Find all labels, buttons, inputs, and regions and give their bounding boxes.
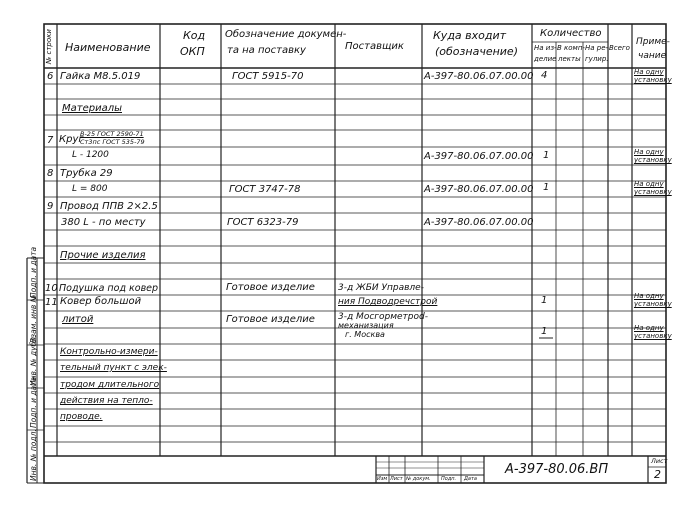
row-11-qty-a: 1 — [541, 295, 548, 306]
row-7-note-2: установку — [634, 156, 672, 164]
header-quantity: Количество — [540, 28, 602, 39]
margin-sign-date-2: Подп. и дата — [29, 376, 38, 428]
row-6-qty: 4 — [541, 70, 548, 81]
row-6-where: А-397-80.06.07.00.00 — [424, 71, 534, 82]
row-10-doc: Готовое изделие — [226, 282, 315, 293]
margin-sign-date-1: Подп. и дата — [29, 246, 38, 298]
row-7-where: А-397-80.06.07.00.00 — [424, 151, 534, 162]
header-note-1: Приме- — [636, 37, 670, 47]
row-10-supplier-1: 3-д ЖБИ Управле- — [338, 283, 424, 293]
row-11-note-a2: установку — [634, 300, 672, 308]
stamp-col-change: Изм — [377, 476, 388, 482]
row-11-supplier-2: механизация — [338, 321, 394, 330]
row-6-doc: ГОСТ 5915-70 — [232, 71, 304, 82]
row-8-length: L = 800 — [72, 184, 108, 194]
header-okp-2: ОКП — [180, 45, 205, 58]
section-other-items: Прочие изделия — [60, 250, 146, 261]
row-11-note-a1: На одну — [634, 292, 664, 300]
row-7-qty: 1 — [543, 150, 550, 161]
remark-line-3: тродом длительного — [60, 380, 160, 390]
header-name: Наименование — [65, 41, 151, 54]
stamp-col-date: Дата — [464, 476, 477, 482]
header-supplier: Поставщик — [345, 41, 404, 52]
stamp-document-code: А-397-80.06.ВП — [505, 462, 609, 477]
section-materials: Материалы — [62, 103, 122, 114]
row-11-supplier-1: 3-д Мосгорметроd- — [338, 312, 428, 322]
header-qty-total: Всего — [609, 44, 630, 52]
row-7-spec-1: В-25 ГОСТ 2590-71 — [80, 130, 144, 138]
row-10-number: 10 — [45, 283, 58, 294]
header-qty-adjust-2: гулир. — [585, 55, 609, 63]
row-10-supplier-2: ния Подводречстрой — [338, 297, 438, 307]
row-8-note-1: На одну — [634, 180, 664, 188]
header-okp-1: Код — [183, 29, 206, 42]
remark-line-5: проводе. — [60, 412, 103, 422]
row-8-qty: 1 — [543, 182, 550, 193]
row-10-name: Подушка под ковер — [59, 283, 159, 294]
row-11-supplier-3: г. Москва — [345, 330, 385, 339]
row-7-name: Круг — [59, 134, 84, 145]
row-11-qty-b: 1 — [541, 326, 548, 337]
row-11-note-b1: На одну — [634, 324, 664, 332]
row-6-note-1: На одну — [634, 68, 664, 76]
header-qty-adjust-1: На ре- — [585, 44, 609, 52]
row-9-name: Провод ППВ 2×2.5 — [60, 201, 158, 212]
header-doc-2: та на поставку — [227, 45, 306, 56]
stamp-sheet-label: Лист — [651, 457, 668, 465]
row-11-doc: Готовое изделие — [226, 314, 315, 325]
header-qty-sets-2: лекты — [558, 55, 581, 63]
stamp-col-sign: Подп. — [441, 476, 457, 482]
row-8-note-2: установку — [634, 188, 672, 196]
row-9-where: А-397-80.06.07.00.00 — [424, 217, 534, 228]
header-qty-sets-1: В комп- — [557, 44, 585, 52]
row-11-name-1: Ковер большой — [60, 296, 142, 307]
remark-line-2: тельный пункт с элек- — [60, 363, 167, 373]
row-7-length: L - 1200 — [72, 150, 109, 160]
row-9-doc: ГОСТ 6323-79 — [227, 217, 299, 228]
stamp-col-sheet: Лист — [390, 476, 403, 482]
row-9-number: 9 — [47, 201, 54, 212]
row-11-name-2: литой — [62, 314, 94, 325]
row-8-doc: ГОСТ 3747-78 — [229, 184, 301, 195]
header-where-2: (обозначение) — [435, 45, 518, 58]
row-8-name: Трубка 29 — [60, 168, 113, 179]
header-qty-product-1: На из- — [534, 44, 557, 52]
row-7-spec-2: Ст3пс ГОСТ 535-79 — [80, 138, 145, 146]
row-7-number: 7 — [47, 135, 54, 146]
row-11-note-b2: установку — [634, 332, 672, 340]
row-6-note-2: установку — [634, 76, 672, 84]
row-11-number: 11 — [45, 297, 58, 308]
row-7-note-1: На одну — [634, 148, 664, 156]
remark-line-1: Контрольно-измери- — [60, 347, 158, 357]
row-6-number: 6 — [47, 71, 54, 82]
stamp-sheet-number: 2 — [654, 468, 661, 481]
header-row-number: № строки — [45, 29, 53, 64]
row-8-number: 8 — [47, 168, 54, 179]
margin-inv-dup: Инв. № дубл. — [29, 334, 38, 386]
header-where-1: Куда входит — [433, 29, 507, 42]
remark-line-4: действия на тепло- — [60, 396, 153, 406]
row-8-where: А-397-80.06.07.00.00 — [424, 184, 534, 195]
stamp-col-doc: № докум. — [406, 476, 431, 482]
row-9-length: 380 L - по месту — [61, 217, 146, 228]
header-doc-1: Обозначение докумен- — [225, 29, 347, 40]
margin-inv-orig: Инв. № подл. — [29, 429, 38, 481]
header-qty-product-2: делие — [534, 55, 557, 63]
margin-replace-inv: Взам. инв № — [29, 294, 38, 343]
header-note-2: чание — [638, 51, 667, 61]
row-6-name: Гайка М8.5.019 — [60, 71, 141, 82]
